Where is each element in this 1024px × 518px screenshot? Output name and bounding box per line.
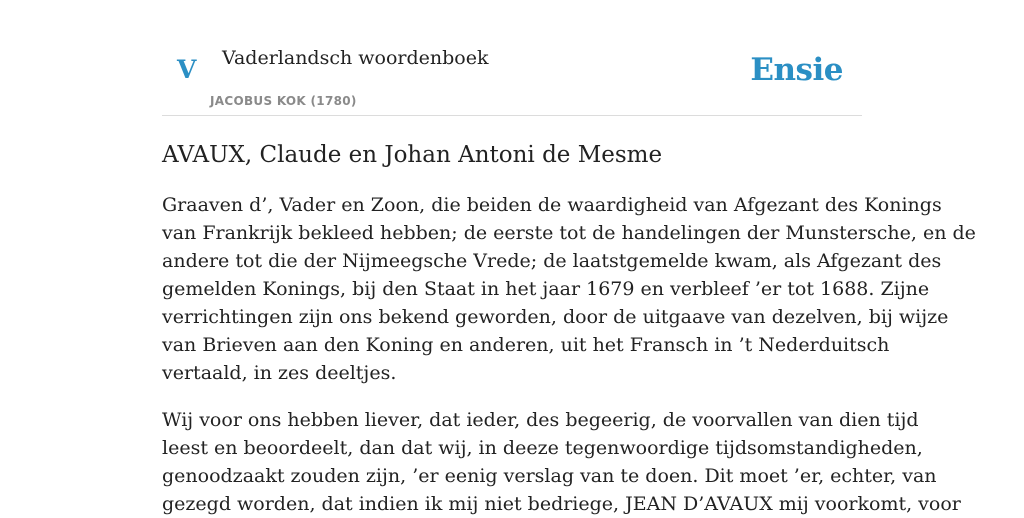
paragraph (162, 406, 961, 518)
paragraph-line: leest en beoordeelt, dan dat wij, in deeze tegenwoordige tijdsomstandigheden, (162, 437, 923, 459)
ensie-logo[interactable]: Ensie (750, 52, 843, 88)
site-header (162, 0, 862, 116)
paragraph-line: gezegd worden, dat indien ik mij niet bedriege, JEAN D’AVAUX mij voorkomt, voor (162, 493, 961, 515)
paragraph-line: gemelden Konings, bij den Staat in het jaar 1679 en verbleef ’er tot 1688. Zijne (162, 278, 930, 300)
paragraph (162, 191, 976, 387)
dictionary-author: JACOBUS KOK (1780) (210, 94, 357, 108)
paragraph-line: verrichtingen zijn ons bekend geworden, door de uitgaave van dezelven, bij wijze (162, 306, 949, 328)
dictionary-logo-letter[interactable]: V (177, 55, 197, 84)
paragraph-line: genoodzaakt zouden zijn, ’er eenig verslag van te doen. Dit moet ’er, echter, van (162, 465, 937, 487)
paragraph-line: andere tot die der Nijmeegsche Vrede; de laatstgemelde kwam, als Afgezant des (162, 250, 942, 272)
paragraph-line: Graaven d’, Vader en Zoon, die beiden de waardigheid van Afgezant des Konings (162, 194, 942, 216)
paragraph-line: van Frankrijk bekleed hebben; de eerste tot de handelingen der Munstersche, en de (162, 222, 976, 244)
entry-title: AVAUX, Claude en Johan Antoni de Mesme (162, 142, 663, 168)
paragraph-line: Wij voor ons hebben liever, dat ieder, des begeerig, de voorvallen van dien tijd (162, 409, 919, 431)
paragraph-line: vertaald, in zes deeltjes. (162, 362, 397, 384)
dictionary-title-link[interactable]: Vaderlandsch woordenboek (222, 47, 489, 69)
page (162, 0, 976, 518)
entry-body (162, 191, 976, 518)
paragraph-line: van Brieven aan den Koning en anderen, uit het Fransch in ’t Nederduitsch (162, 334, 890, 356)
